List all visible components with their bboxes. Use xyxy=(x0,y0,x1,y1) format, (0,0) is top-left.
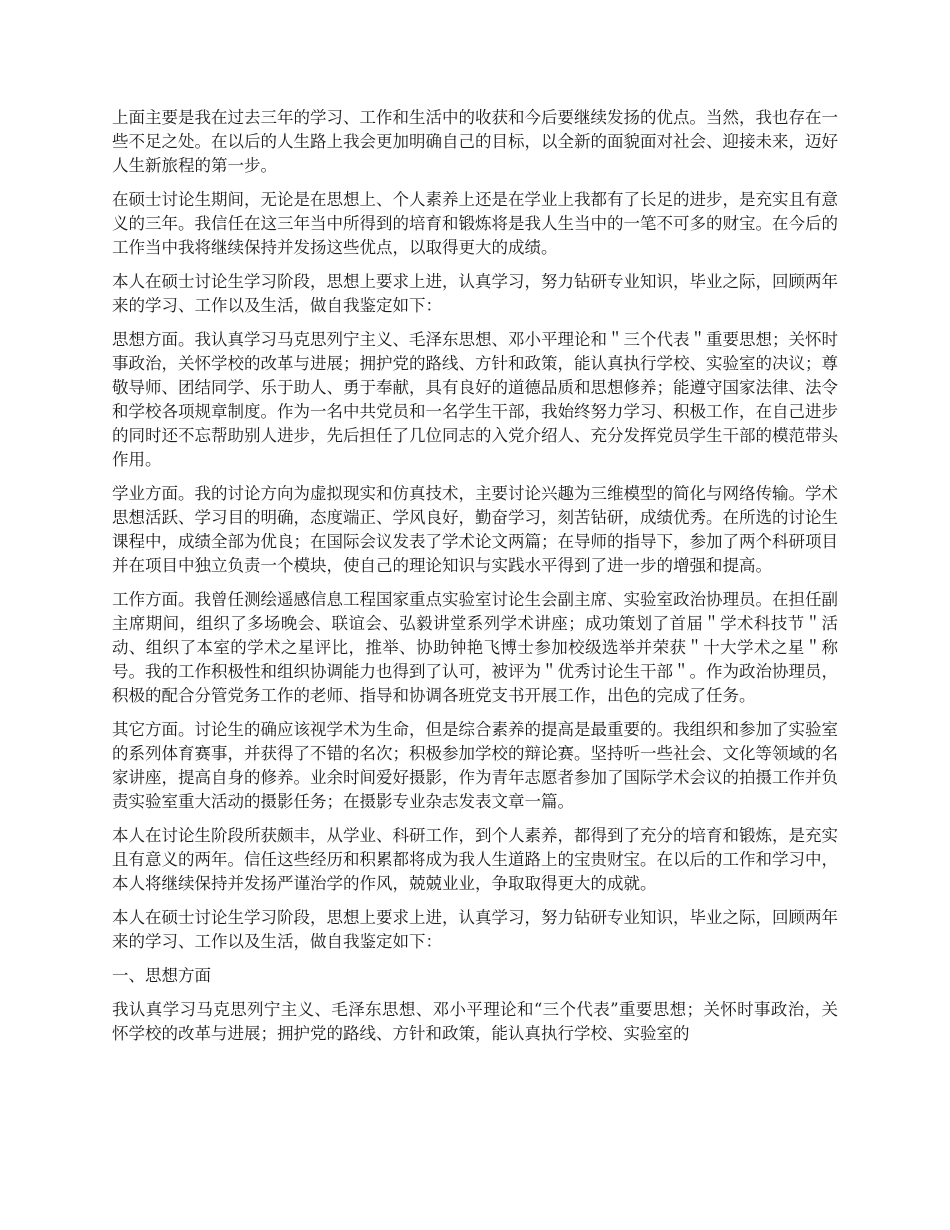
document-page xyxy=(112,106,838,1056)
paragraph-ideology-detail: 我认真学习马克思列宁主义、毛泽东思想、邓小平理论和“三个代表”重要思想；关怀时事政治，关怀学校的改革与进展；拥护党的路线、方针和政策，能认真执行学校、实验室的 xyxy=(112,1000,838,1043)
paragraph-self-assessment-intro: 本人在硕士讨论生学习阶段，思想上要求上进，认真学习，努力钻研专业知识，毕业之际，回顾两年来的学习、工作以及生活，做自我鉴定如下： xyxy=(112,272,838,315)
paragraph-ideology: 思想方面。我认真学习马克思列宁主义、毛泽东思想、邓小平理论和＂三个代表＂重要思想；关怀时事政治，关怀学校的改革与进展；拥护党的路线、方针和政策，能认真执行学校、实验室的决议；尊敬导师、团结同学、乐于助人、勇于奉献，具有良好的道德品质和思想修养；能遵守国家法律、法令和学校各项规章制度。作为一名中共党员和一名学生干部，我始终努力学习、积极工作，在自己进步的同时还不忘帮助别人进步，先后担任了几位同志的入党介绍人、充分发挥党员学生干部的模范带头作用。 xyxy=(112,330,838,469)
paragraph-other: 其它方面。讨论生的确应该视学术为生命，但是综合素养的提高是最重要的。我组织和参加了实验室的系列体育赛事，并获得了不错的名次；积极参加学校的辩论赛。坚持听一些社会、文化等领域的名家讲座，提高自身的修养。业余时间爱好摄影，作为青年志愿者参加了国际学术会议的拍摄工作并负责实验室重大活动的摄影任务；在摄影专业杂志发表文章一篇。 xyxy=(112,720,838,811)
section-heading-ideology: 一、思想方面 xyxy=(112,966,211,985)
paragraph-work: 工作方面。我曾任测绘遥感信息工程国家重点实验室讨论生会副主席、实验室政治协理员。在担任副主席期间，组织了多场晚会、联谊会、弘毅讲堂系列学术讲座；成功策划了首届＂学术科技节＂活动、组织了本室的学术之星评比，推举、协助钟艳飞博士参加校级选举并荣获＂十大学术之星＂称号。我的工作积极性和组织协调能力也得到了认可，被评为＂优秀讨论生干部＂。作为政治协理员，积极的配合分管党务工作的老师、指导和协调各班党支书开展工作，出色的完成了任务。 xyxy=(112,590,838,705)
paragraph-conclusion: 本人在讨论生阶段所获颇丰，从学业、科研工作，到个人素养，都得到了充分的培育和锻炼，是充实且有意义的两年。信任这些经历和积累都将成为我人生道路上的宝贵财宝。在以后的工作和学习中，本人将继续保持并发扬严谨治学的作风，兢兢业业，争取取得更大的成就。 xyxy=(112,826,838,893)
paragraph-summary-outlook: 上面主要是我在过去三年的学习、工作和生活中的收获和今后要继续发扬的优点。当然，我也存在一些不足之处。在以后的人生路上我会更加明确自己的目标，以全新的面貌面对社会、迎接未来，迈好人生新旅程的第一步。 xyxy=(112,108,838,175)
paragraph-masters-progress: 在硕士讨论生期间，无论是在思想上、个人素养上还是在学业上我都有了长足的进步，是充实且有意义的三年。我信任在这三年当中所得到的培育和锻炼将是我人生当中的一笔不可多的财宝。在今后的工作当中我将继续保持并发扬这些优点，以取得更大的成绩。 xyxy=(112,190,838,257)
paragraph-academics: 学业方面。我的讨论方向为虚拟现实和仿真技术，主要讨论兴趣为三维模型的简化与网络传输。学术思想活跃、学习目的明确，态度端正、学风良好，勤奋学习，刻苦钻研，成绩优秀。在所选的讨论生课程中，成绩全部为优良；在国际会议发表了学术论文两篇；在导师的指导下，参加了两个科研项目并在项目中独立负责一个模块，使自己的理论知识与实践水平得到了进一步的增强和提高。 xyxy=(112,484,838,575)
paragraph-self-assessment-intro-repeat: 本人在硕士讨论生学习阶段，思想上要求上进，认真学习，努力钻研专业知识，毕业之际，回顾两年来的学习、工作以及生活，做自我鉴定如下： xyxy=(112,908,838,951)
